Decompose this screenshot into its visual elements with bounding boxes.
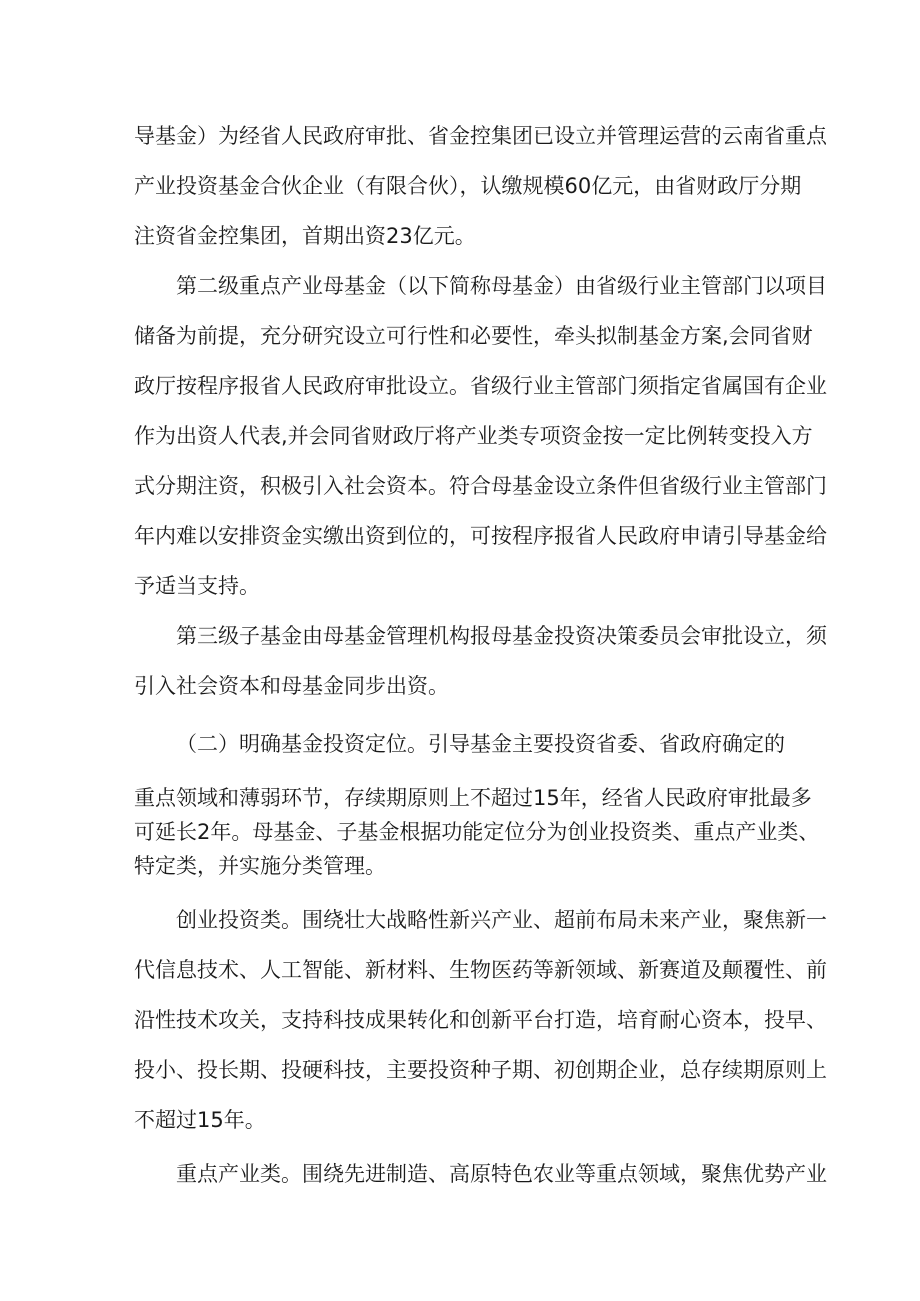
paragraph-5-line-3: 沿性技术攻关，支持科技成果转化和创新平台打造，培育耐心资本，投早、 xyxy=(134,1008,827,1032)
paragraph-2-line-3: 政厅按程序报省人民政府审批设立。省级行业主管部门须指定省属国有企业 xyxy=(134,374,827,398)
paragraph-2-line-4: 作为出资人代表,并会同省财政厅将产业类专项资金按一定比例转变投入方 xyxy=(134,424,813,448)
paragraph-5-line-4: 投小、投长期、投硬科技，主要投资种子期、初创期企业，总存续期原则上 xyxy=(134,1058,827,1082)
paragraph-2-line-5: 式分期注资，积极引入社会资本。符合母基金设立条件但省级行业主管部门 xyxy=(134,474,827,498)
paragraph-4-line-2: 重点领域和薄弱环节，存续期原则上不超过15年，经省人民政府审批最多 xyxy=(134,786,812,810)
paragraph-1-line-3: 注资省金控集团，首期出资23亿元。 xyxy=(134,224,476,248)
paragraph-5-line-1: 创业投资类。围绕壮大战略性新兴产业、超前布局未来产业，聚焦新一 xyxy=(176,908,827,932)
paragraph-5-line-5: 不超过15年。 xyxy=(134,1108,266,1132)
paragraph-4-line-1: （二）明确基金投资定位。引导基金主要投资省委、省政府确定的 xyxy=(176,732,785,756)
paragraph-2-line-1: 第二级重点产业母基金（以下简称母基金）由省级行业主管部门以项目 xyxy=(176,274,827,298)
paragraph-6-line-1: 重点产业类。围绕先进制造、高原特色农业等重点领域，聚焦优势产业 xyxy=(176,1162,827,1186)
paragraph-4-line-4: 特定类，并实施分类管理。 xyxy=(134,854,386,878)
paragraph-2-line-6: 年内难以安排资金实缴出资到位的，可按程序报省人民政府申请引导基金给 xyxy=(134,524,827,548)
paragraph-5-line-2: 代信息技术、人工智能、新材料、生物医药等新领域、新赛道及颠覆性、前 xyxy=(134,958,827,982)
paragraph-4-line-3: 可延长2年。母基金、子基金根据功能定位分为创业投资类、重点产业类、 xyxy=(134,820,820,844)
paragraph-3-line-1: 第三级子基金由母基金管理机构报母基金投资决策委员会审批设立，须 xyxy=(176,624,827,648)
paragraph-1-line-2: 产业投资基金合伙企业（有限合伙），认缴规模60亿元，由省财政厅分期 xyxy=(134,174,802,198)
paragraph-1-line-1: 导基金）为经省人民政府审批、省金控集团已设立并管理运营的云南省重点 xyxy=(134,124,827,148)
paragraph-2-line-7: 予适当支持。 xyxy=(134,574,260,598)
paragraph-2-line-2: 储备为前提，充分研究设立可行性和必要性，牵头拟制基金方案,会同省财 xyxy=(134,324,813,348)
paragraph-3-line-2: 引入社会资本和母基金同步出资。 xyxy=(134,674,449,698)
